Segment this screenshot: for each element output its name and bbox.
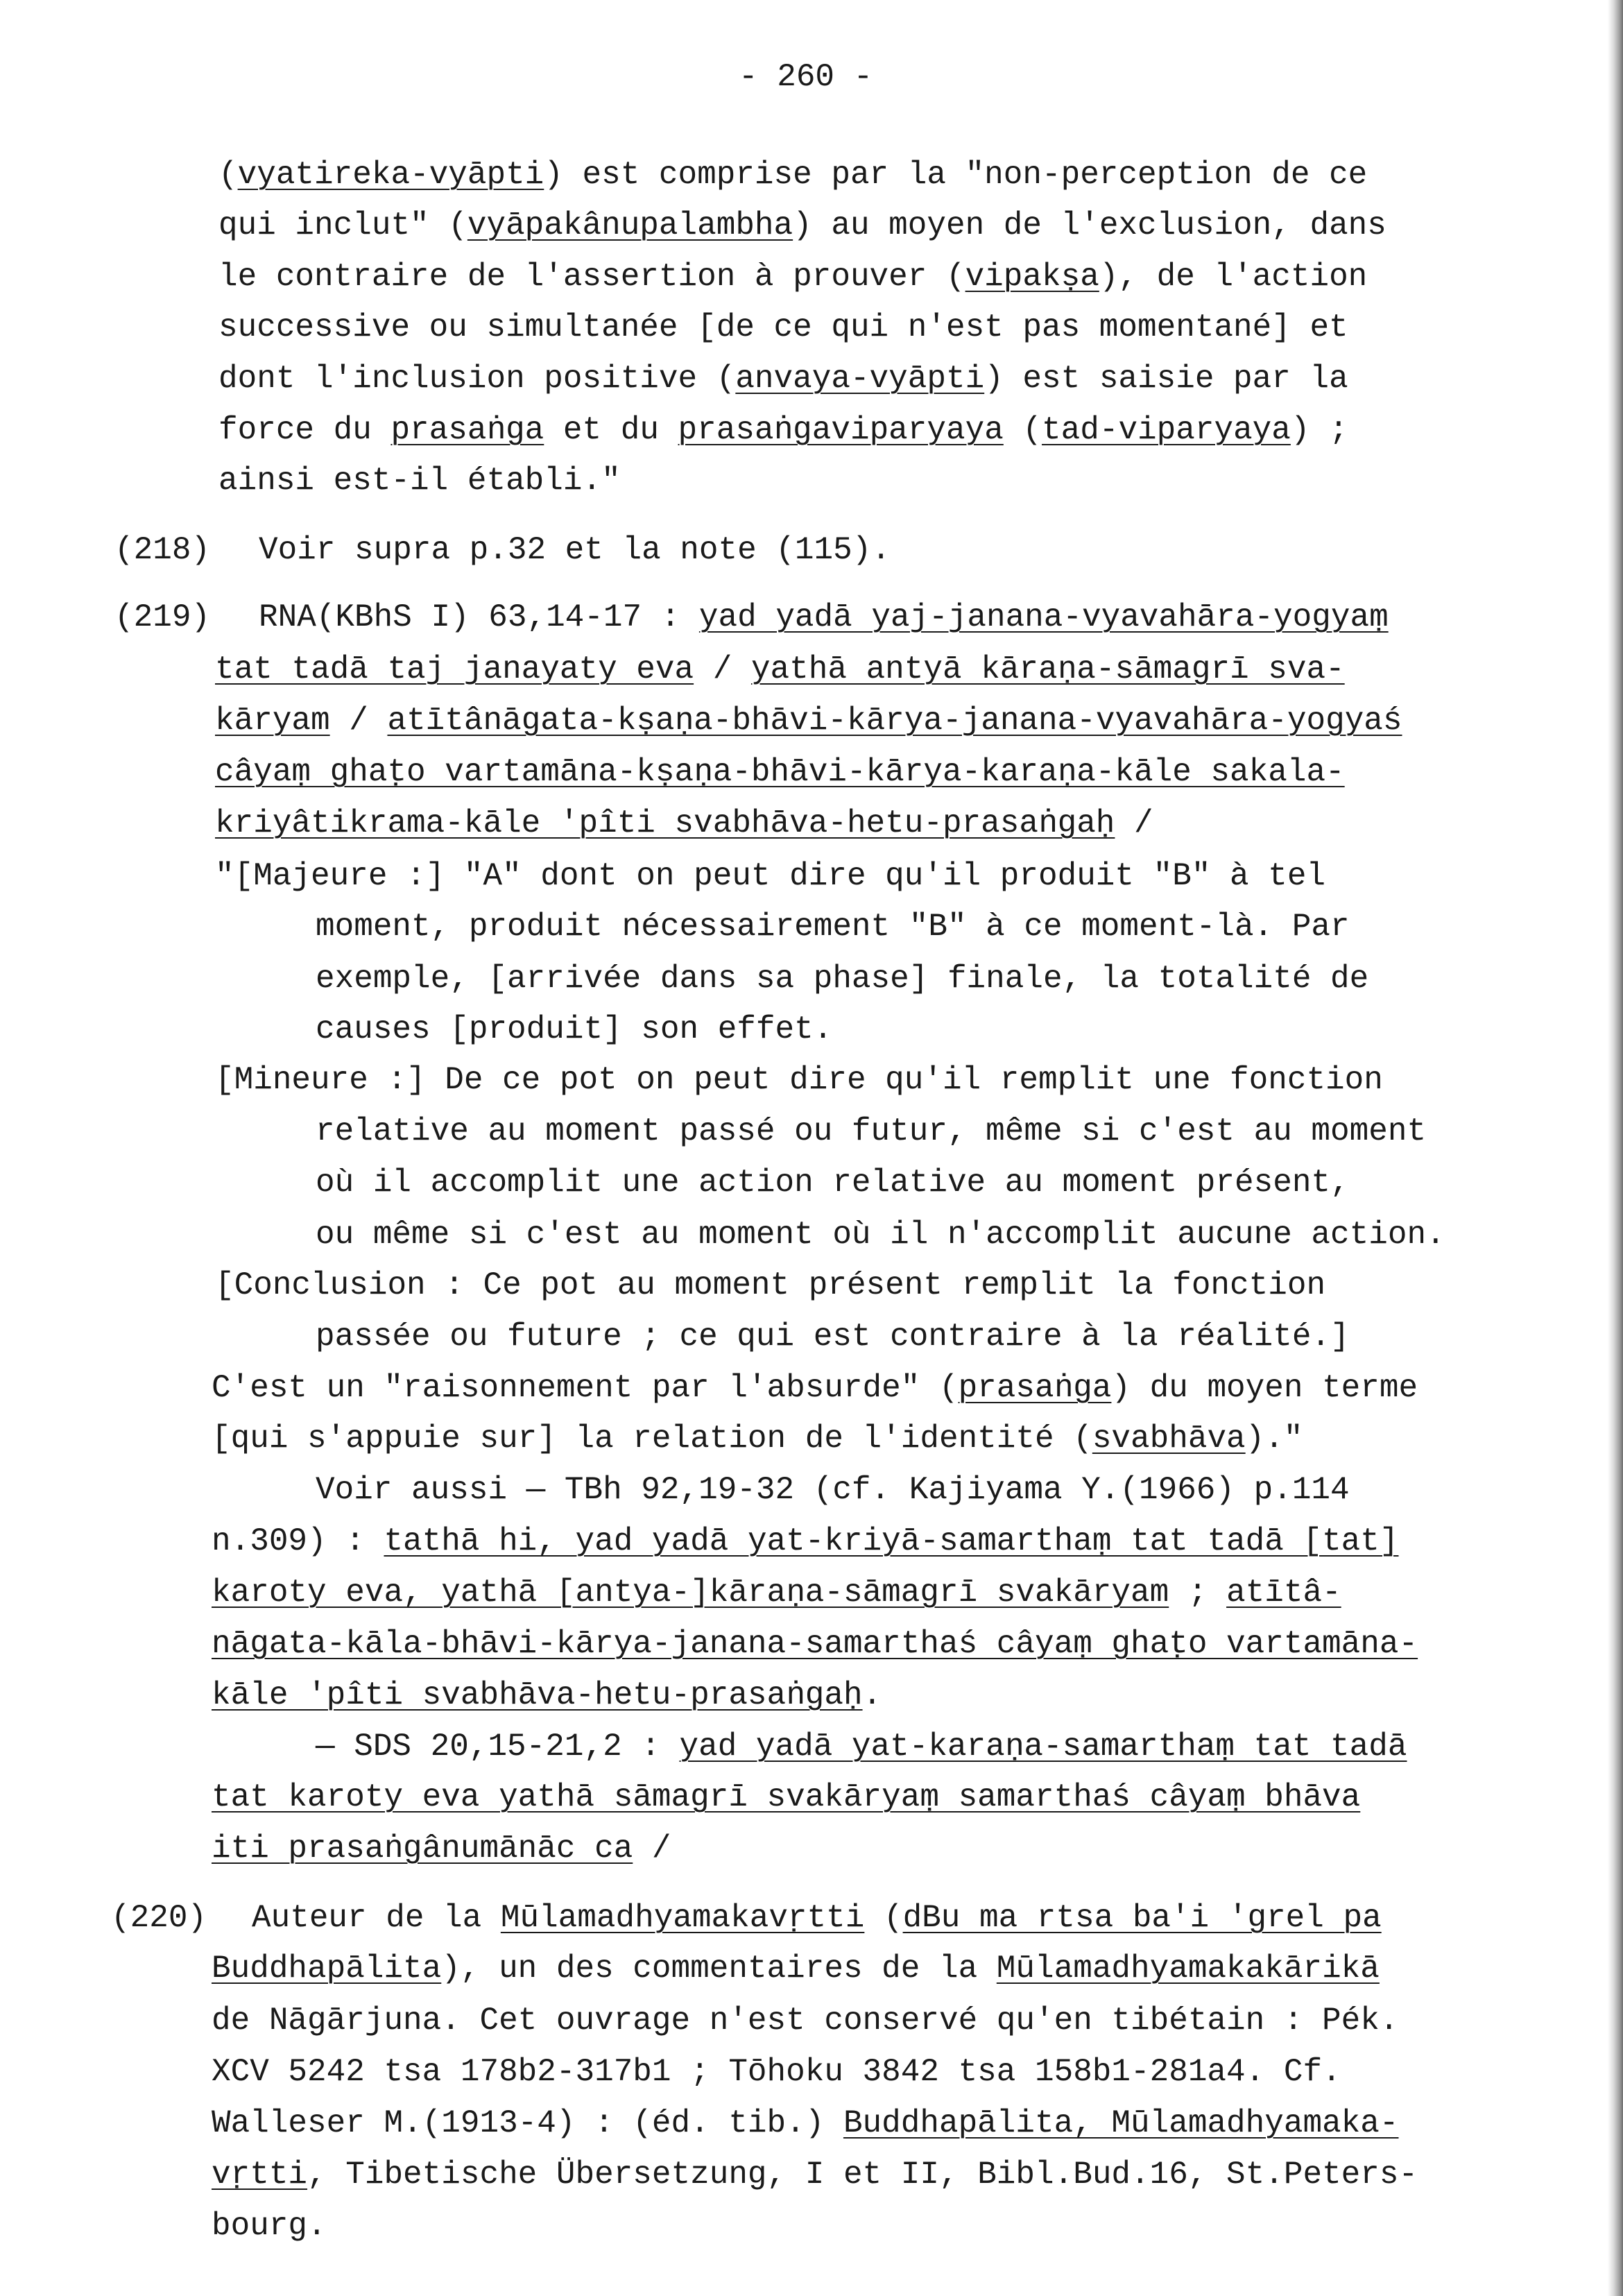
scan-edge-shadow (1608, 0, 1623, 2296)
note-number: (218) (114, 532, 211, 568)
note-219-line: moment, produit nécessairement "B" à ce moment-là. Par (316, 909, 1350, 945)
note-220-line: Walleser M.(1913-4) : (éd. tib.) Buddhapālita, Mūlamadhyamaka- (212, 2105, 1399, 2141)
note-219-line: n.309) : tathā hi, yad yadā yat-kriyā-samarthaṃ tat tadā [tat] (212, 1523, 1399, 1559)
note-number: (219) (114, 599, 211, 635)
note-219-line: [qui s'appuie sur] la relation de l'identité (svabhāva)." (212, 1421, 1303, 1457)
note-219-line: relative au moment passé ou futur, même si c'est au moment (316, 1113, 1427, 1149)
note-219-line: [Conclusion : Ce pot au moment présent remplit la fonction (215, 1267, 1326, 1303)
note-219-line: tat tadā taj janayaty eva / yathā antyā kāraṇa-sāmagrī sva- (215, 651, 1345, 687)
note-220-line: XCV 5242 tsa 178b2-317b1 ; Tōhoku 3842 tsa 158b1-281a4. Cf. (212, 2054, 1341, 2090)
note-219-line: où il accomplit une action relative au moment présent, (316, 1165, 1350, 1201)
note-219-line: exemple, [arrivée dans sa phase] finale, la totalité de (316, 961, 1369, 997)
continuation-line: le contraire de l'assertion à prouver (vipakṣa), de l'action (218, 259, 1368, 295)
note-219-line: passée ou future ; ce qui est contraire à la réalité.] (316, 1319, 1350, 1355)
note-219-line: nāgata-kāla-bhāvi-kārya-janana-samarthaś câyaṃ ghaṭo vartamāna- (212, 1626, 1418, 1662)
note-219-line: ou même si c'est au moment où il n'accomplit aucune action. (316, 1217, 1445, 1253)
note-219-line: tat karoty eva yathā sāmagrī svakāryaṃ samarthaś câyaṃ bhāva (212, 1779, 1361, 1815)
continuation-line: (vyatireka-vyāpti) est comprise par la "non-perception de ce (218, 157, 1368, 193)
note-220-line: bourg. (212, 2208, 327, 2244)
page-number: - 260 - (739, 59, 873, 95)
continuation-line: successive ou simultanée [de ce qui n'est pas momentané] et (218, 309, 1348, 345)
note-219-line: câyaṃ ghaṭo vartamāna-kṣaṇa-bhāvi-kārya-karaṇa-kāle sakala- (215, 754, 1345, 790)
note-219-line: kāle 'pîti svabhāva-hetu-prasaṅgaḥ. (212, 1677, 882, 1713)
note-219-line: iti prasaṅgânumānāc ca / (212, 1831, 671, 1867)
note-219-line: kāryam / atītânāgata-kṣaṇa-bhāvi-kārya-janana-vyavahāra-yogyaś (215, 703, 1402, 739)
note-219-line: [Mineure :] De ce pot on peut dire qu'il remplit une fonction (215, 1062, 1383, 1098)
note-219-line: "[Majeure :] "A" dont on peut dire qu'il produit "B" à tel (215, 858, 1326, 894)
note-219-line: C'est un "raisonnement par l'absurde" (prasaṅga) du moyen terme (212, 1370, 1418, 1406)
continuation-line: force du prasaṅga et du prasaṅgaviparyaya (tad-viparyaya) ; (218, 412, 1348, 448)
note-220-line: vṛtti, Tibetische Übersetzung, I et II, Bibl.Bud.16, St.Peters- (212, 2157, 1418, 2193)
note-219-line: causes [produit] son effet. (316, 1011, 833, 1047)
note-218-line: Voir supra p.32 et la note (115). (259, 532, 891, 568)
note-220-line: Auteur de la Mūlamadhyamakavṛtti (dBu ma rtsa ba'i 'grel pa (252, 1900, 1382, 1936)
note-219-line: RNA(KBhS I) 63,14-17 : yad yadā yaj-janana-vyavahāra-yogyaṃ (259, 599, 1389, 635)
continuation-line: qui inclut" (vyāpakânupalambha) au moyen de l'exclusion, dans (218, 207, 1386, 243)
note-number: (220) (111, 1900, 207, 1936)
note-220-line: de Nāgārjuna. Cet ouvrage n'est conservé qu'en tibétain : Pék. (212, 2003, 1399, 2039)
note-219-line: karoty eva, yathā [antya-]kāraṇa-sāmagrī svakāryam ; atītâ- (212, 1575, 1341, 1611)
continuation-line: dont l'inclusion positive (anvaya-vyāpti) est saisie par la (218, 361, 1348, 397)
note-219-line: kriyâtikrama-kāle 'pîti svabhāva-hetu-prasaṅgaḥ / (215, 805, 1153, 841)
note-220-line: Buddhapālita), un des commentaires de la Mūlamadhyamakakārikā (212, 1951, 1380, 1987)
continuation-line: ainsi est-il établi." (218, 463, 621, 499)
note-219-line: Voir aussi — TBh 92,19-32 (cf. Kajiyama Y.(1966) p.114 (316, 1472, 1350, 1508)
note-219-line: — SDS 20,15-21,2 : yad yadā yat-karaṇa-samarthaṃ tat tadā (316, 1729, 1407, 1765)
